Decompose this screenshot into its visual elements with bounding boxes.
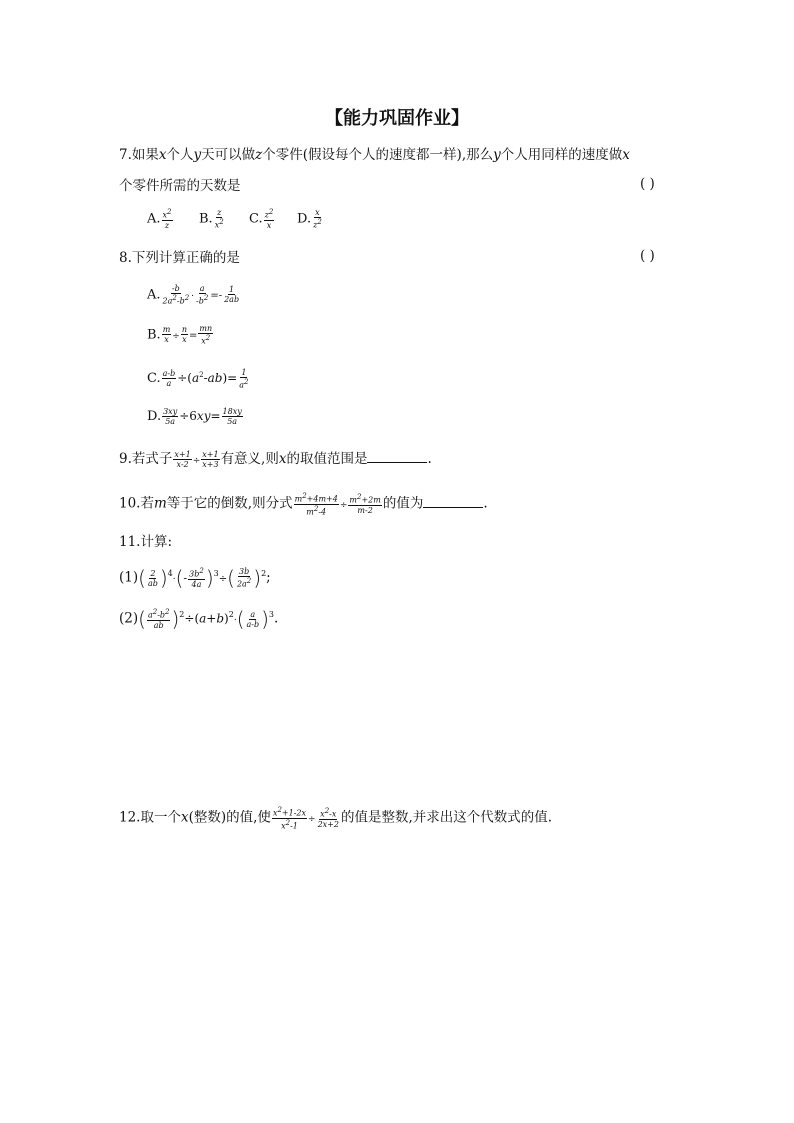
q7-option-c: [249, 208, 275, 230]
q7-text: 7.如果: [119, 147, 159, 163]
option-label: D.: [147, 409, 162, 424]
q7-option-d: [297, 208, 324, 230]
answer-blank-10[interactable]: [423, 495, 483, 508]
q8-option-a: A. $\frac{-b}{2a^2-b^2}$ · $\frac{a}{-b^2}$ =- $\frac{1}{2ab}$: [147, 284, 240, 306]
question-7-line-2: 个零件所需的天数是: [119, 178, 241, 194]
q7-option-a: [147, 208, 174, 230]
option-label: B.: [199, 211, 213, 227]
q8-option-b: B. $\frac{m}{x}$ ÷ $\frac{n}{x}$ = $\frac{mn}{x^2}$: [147, 324, 213, 346]
fraction: $\frac{m}{x}$: [162, 325, 171, 345]
q11-part-2: (2)( $\frac{a^2-b^2}{ab}$ )$^2\div(a+b)^2\cdot$( $\frac{a}{a-b}$ )$^3$.: [119, 607, 279, 631]
question-11: 11.计算:: [119, 534, 173, 550]
question-7-line-1: [119, 145, 630, 165]
q10-text: 等于它的倒数,则分式: [166, 495, 293, 512]
fraction: $\frac{a}{-b^2}$: [196, 284, 209, 306]
q7-text: 天可以做: [201, 147, 256, 163]
fraction: $\frac{a-b}{a}$: [162, 369, 176, 388]
answer-bracket-7: ( ): [640, 176, 655, 192]
q7-text: 个零件(假设每个人的速度都一样),那么: [262, 147, 494, 163]
fraction: $\frac{18xy}{5a}$: [222, 407, 242, 426]
option-label: D.: [297, 211, 312, 227]
fraction: $\frac{2}{ab}$: [147, 568, 158, 588]
q12-text: 12.取一个: [119, 809, 181, 826]
q9-text: .: [427, 451, 432, 467]
q8-option-c: C. $\frac{a-b}{a}$ $\div(a^2-ab)=$ $\frac{1}{a^2}$: [147, 367, 249, 390]
var-x: x: [180, 809, 189, 826]
fraction: $\frac{n}{x}$: [181, 325, 187, 345]
fraction: $\frac{1}{2ab}$: [224, 285, 240, 305]
answer-bracket-8: ( ): [640, 248, 655, 264]
fraction: $\frac{3b}{2a^2}$: [236, 567, 252, 589]
var-x: x: [278, 451, 287, 467]
option-label: C.: [147, 371, 161, 386]
fraction: $\frac{3b^2}{4a}$: [189, 567, 204, 589]
fraction: $\frac{x^2+1-2x}{x^2-1}$: [272, 806, 307, 831]
q10-text: 10.若: [119, 495, 154, 512]
fraction: $\frac{1}{a^2}$: [239, 367, 249, 390]
var-z: z: [255, 147, 263, 163]
q9-text: 9.若式子: [119, 451, 173, 467]
option-label: C.: [249, 211, 263, 227]
fraction: $\frac{z^2}{x}$: [264, 208, 274, 230]
q9-text: 有意义,则: [220, 451, 279, 467]
page-title: 【能力巩固作业】: [325, 108, 469, 129]
option-label: A.: [147, 211, 161, 227]
fraction: $\frac{a^2-b^2}{ab}$: [147, 608, 170, 630]
fraction: $\frac{x}{z^2}$: [313, 208, 322, 230]
fraction: $\frac{x^2}{z}$: [162, 208, 172, 230]
fraction: $\frac{-b}{2a^2-b^2}$: [162, 284, 190, 306]
var-m: m: [153, 495, 167, 512]
part-label: (1): [119, 569, 139, 586]
var-x: x: [622, 147, 630, 163]
q7-text: 个人用同样的速度做: [500, 147, 623, 163]
q9-text: 的取值范围是: [286, 451, 368, 467]
q10-text: 的值为: [382, 495, 424, 512]
fraction: $\frac{a}{a-b}$: [246, 609, 260, 629]
fraction: $\frac{x^2-x}{2x+2}$: [317, 807, 339, 829]
q12-text: 的值是整数,并求出这个代数式的值.: [340, 809, 553, 826]
question-9: 9.若式子 $\frac{x+1}{x-2}$ ÷ $\frac{x+1}{x+3}$ 有意义,则x的取值范围是 .: [119, 450, 432, 469]
q11-part-1: (1)( $\frac{2}{ab}$ )$^4$·(- $\frac{3b^2}{4a}$ )$^3$÷( $\frac{3b}{2a^2}$ )$^2$;: [119, 566, 271, 590]
question-8: 8.下列计算正确的是: [119, 250, 240, 266]
answer-blank-9[interactable]: [367, 450, 427, 463]
fraction: $\frac{mn}{x^2}$: [199, 324, 213, 346]
option-label: B.: [147, 327, 161, 343]
q10-text: .: [483, 495, 488, 512]
var-x: x: [158, 147, 167, 163]
q7-text: 个人: [166, 147, 194, 163]
fraction: $\frac{m^2+2m}{m-2}$: [349, 493, 381, 515]
var-y: y: [493, 147, 501, 163]
q12-text: (整数)的值,使: [188, 809, 271, 826]
fraction: $\frac{m^2+4m+4}{m^2-4}$: [294, 492, 338, 517]
question-10: 10.若m等于它的倒数,则分式 $\frac{m^2+4m+4}{m^2-4}$ ÷ $\frac{m^2+2m}{m-2}$ 的值为 .: [119, 492, 488, 517]
option-label: A.: [147, 287, 161, 303]
fraction: $\frac{x+1}{x+3}$: [202, 450, 219, 469]
part-label: (2): [119, 610, 139, 627]
fraction: $\frac{3xy}{5a}$: [163, 407, 178, 426]
fraction: $\frac{z}{x^2}$: [214, 208, 224, 230]
q8-option-d: D. $\frac{3xy}{5a}$ ÷6xy= $\frac{18xy}{5a}$: [147, 407, 242, 426]
question-12: 12.取一个x(整数)的值,使 $\frac{x^2+1-2x}{x^2-1}$ ÷ $\frac{x^2-x}{2x+2}$ 的值是整数,并求出这个代数式的值.: [119, 806, 553, 831]
fraction: $\frac{x+1}{x-2}$: [174, 450, 191, 469]
var-y: y: [193, 147, 202, 163]
q7-option-b: [199, 208, 226, 230]
